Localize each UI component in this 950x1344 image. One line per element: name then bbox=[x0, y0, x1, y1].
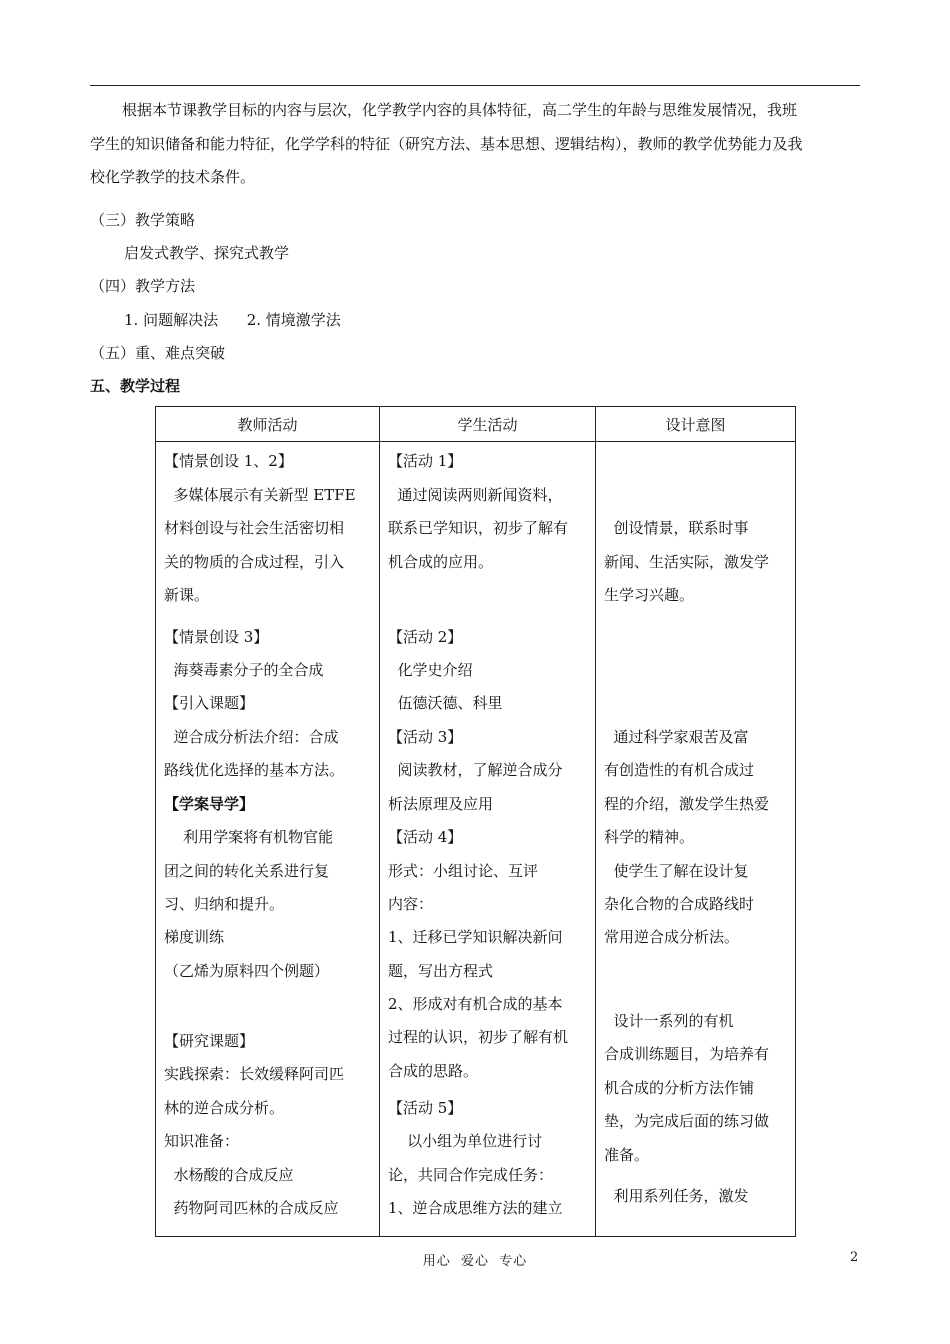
design-line: 创设情景，联系时事 bbox=[604, 519, 749, 537]
teacher-activity-cell bbox=[156, 442, 380, 1237]
design-line: 程的介绍，激发学生热爱 bbox=[604, 795, 770, 813]
student-activity-cell bbox=[380, 442, 596, 1237]
student-line: 联系已学知识，初步了解有 bbox=[388, 519, 569, 537]
design-line: 新闻、生活实际，激发学 bbox=[604, 553, 770, 571]
student-line: 化学史介绍 bbox=[388, 661, 473, 679]
student-line: 以小组为单位进行讨 bbox=[388, 1132, 543, 1150]
teacher-line: 逆合成分析法介绍：合成 bbox=[164, 728, 339, 746]
design-line: 杂化合物的合成路线时 bbox=[604, 895, 755, 913]
student-line: 形式：小组讨论、互评 bbox=[388, 862, 539, 880]
teacher-line: 【学案导学】 bbox=[164, 795, 255, 813]
section4-content: 1. 问题解决法 2. 情境激学法 bbox=[124, 311, 341, 329]
section3-title: （三）教学策略 bbox=[90, 211, 196, 229]
student-line: 题，写出方程式 bbox=[388, 962, 494, 980]
design-line: 合成训练题目，为培养有 bbox=[604, 1045, 770, 1063]
intro-line: 根据本节课教学目标的内容与层次，化学教学内容的具体特征，高二学生的年龄与思维发展情况，我班 bbox=[122, 101, 798, 119]
header-student: 学生活动 bbox=[380, 407, 596, 442]
teaching-process-table bbox=[155, 406, 796, 1237]
student-line: 2、形成对有机合成的基本 bbox=[388, 995, 563, 1013]
header-design: 设计意图 bbox=[596, 407, 796, 442]
student-line: 【活动 4】 bbox=[388, 828, 463, 846]
teacher-line: 团之间的转化关系进行复 bbox=[164, 862, 330, 880]
header-teacher: 教师活动 bbox=[156, 407, 380, 442]
student-line: 【活动 3】 bbox=[388, 728, 463, 746]
student-line: 内容： bbox=[388, 895, 434, 913]
student-line: 过程的认识，初步了解有机 bbox=[388, 1028, 569, 1046]
student-line: 1、逆合成思维方法的建立 bbox=[388, 1199, 563, 1217]
footer-motto: 用心 爱心 专心 bbox=[422, 1254, 528, 1269]
design-line: 有创造性的有机合成过 bbox=[604, 761, 755, 779]
teacher-line: （乙烯为原料四个例题） bbox=[164, 962, 330, 980]
teacher-line: 【引入课题】 bbox=[164, 694, 255, 712]
teacher-line: 【研究课题】 bbox=[164, 1032, 255, 1050]
teacher-line: 知识准备： bbox=[164, 1132, 240, 1150]
teacher-line: 路线优化选择的基本方法。 bbox=[164, 761, 345, 779]
student-line: 【活动 2】 bbox=[388, 628, 463, 646]
design-line: 科学的精神。 bbox=[604, 828, 695, 846]
design-line: 生学习兴趣。 bbox=[604, 586, 695, 604]
student-line: 伍德沃德、科里 bbox=[388, 694, 503, 712]
intro-line: 校化学教学的技术条件。 bbox=[90, 168, 256, 186]
teacher-line: 多媒体展示有关新型 ETFE bbox=[164, 486, 356, 504]
teacher-line: 新课。 bbox=[164, 586, 210, 604]
student-line: 1、迁移已学知识解决新问 bbox=[388, 928, 563, 946]
header-rule bbox=[90, 85, 860, 86]
teacher-line: 【情景创设 1、2】 bbox=[164, 452, 293, 470]
design-intent-cell bbox=[596, 442, 796, 1237]
intro-line: 学生的知识储备和能力特征，化学学科的特征（研究方法、基本思想、逻辑结构），教师的教学优势能力及我 bbox=[90, 135, 803, 153]
teacher-line: 利用学案将有机物官能 bbox=[164, 828, 334, 846]
design-line: 垫，为完成后面的练习做 bbox=[604, 1112, 770, 1130]
design-line: 机合成的分析方法作铺 bbox=[604, 1079, 755, 1097]
student-line: 合成的思路。 bbox=[388, 1062, 479, 1080]
design-line: 常用逆合成分析法。 bbox=[604, 928, 740, 946]
teacher-line: 药物阿司匹林的合成反应 bbox=[164, 1199, 339, 1217]
design-line: 利用系列任务，激发 bbox=[604, 1187, 749, 1205]
teacher-line: 梯度训练 bbox=[164, 928, 225, 946]
teacher-line: 关的物质的合成过程，引入 bbox=[164, 553, 345, 571]
student-line: 机合成的应用。 bbox=[388, 553, 494, 571]
main-heading: 五、教学过程 bbox=[90, 377, 181, 395]
section3-content: 启发式教学、探究式教学 bbox=[124, 244, 290, 262]
student-line: 【活动 1】 bbox=[388, 452, 463, 470]
design-line: 使学生了解在设计复 bbox=[604, 862, 749, 880]
student-line: 【活动 5】 bbox=[388, 1099, 463, 1117]
teacher-line: 习、归纳和提升。 bbox=[164, 895, 285, 913]
teacher-line: 海葵毒素分子的全合成 bbox=[164, 661, 324, 679]
student-line: 论，共同合作完成任务： bbox=[388, 1166, 554, 1184]
teacher-line: 林的逆合成分析。 bbox=[164, 1099, 285, 1117]
student-line: 通过阅读两则新闻资料， bbox=[388, 486, 563, 504]
page-number: 2 bbox=[850, 1250, 859, 1265]
section4-title: （四）教学方法 bbox=[90, 277, 196, 295]
teacher-line: 【情景创设 3】 bbox=[164, 628, 269, 646]
section5-title: （五）重、难点突破 bbox=[90, 344, 226, 362]
design-line: 准备。 bbox=[604, 1146, 650, 1164]
teacher-line: 材料创设与社会生活密切相 bbox=[164, 519, 345, 537]
student-line: 析法原理及应用 bbox=[388, 795, 494, 813]
teacher-line: 水杨酸的合成反应 bbox=[164, 1166, 294, 1184]
student-line: 阅读教材，了解逆合成分 bbox=[388, 761, 563, 779]
design-line: 设计一系列的有机 bbox=[604, 1012, 734, 1030]
teacher-line: 实践探索：长效缓释阿司匹 bbox=[164, 1065, 345, 1083]
design-line: 通过科学家艰苦及富 bbox=[604, 728, 749, 746]
